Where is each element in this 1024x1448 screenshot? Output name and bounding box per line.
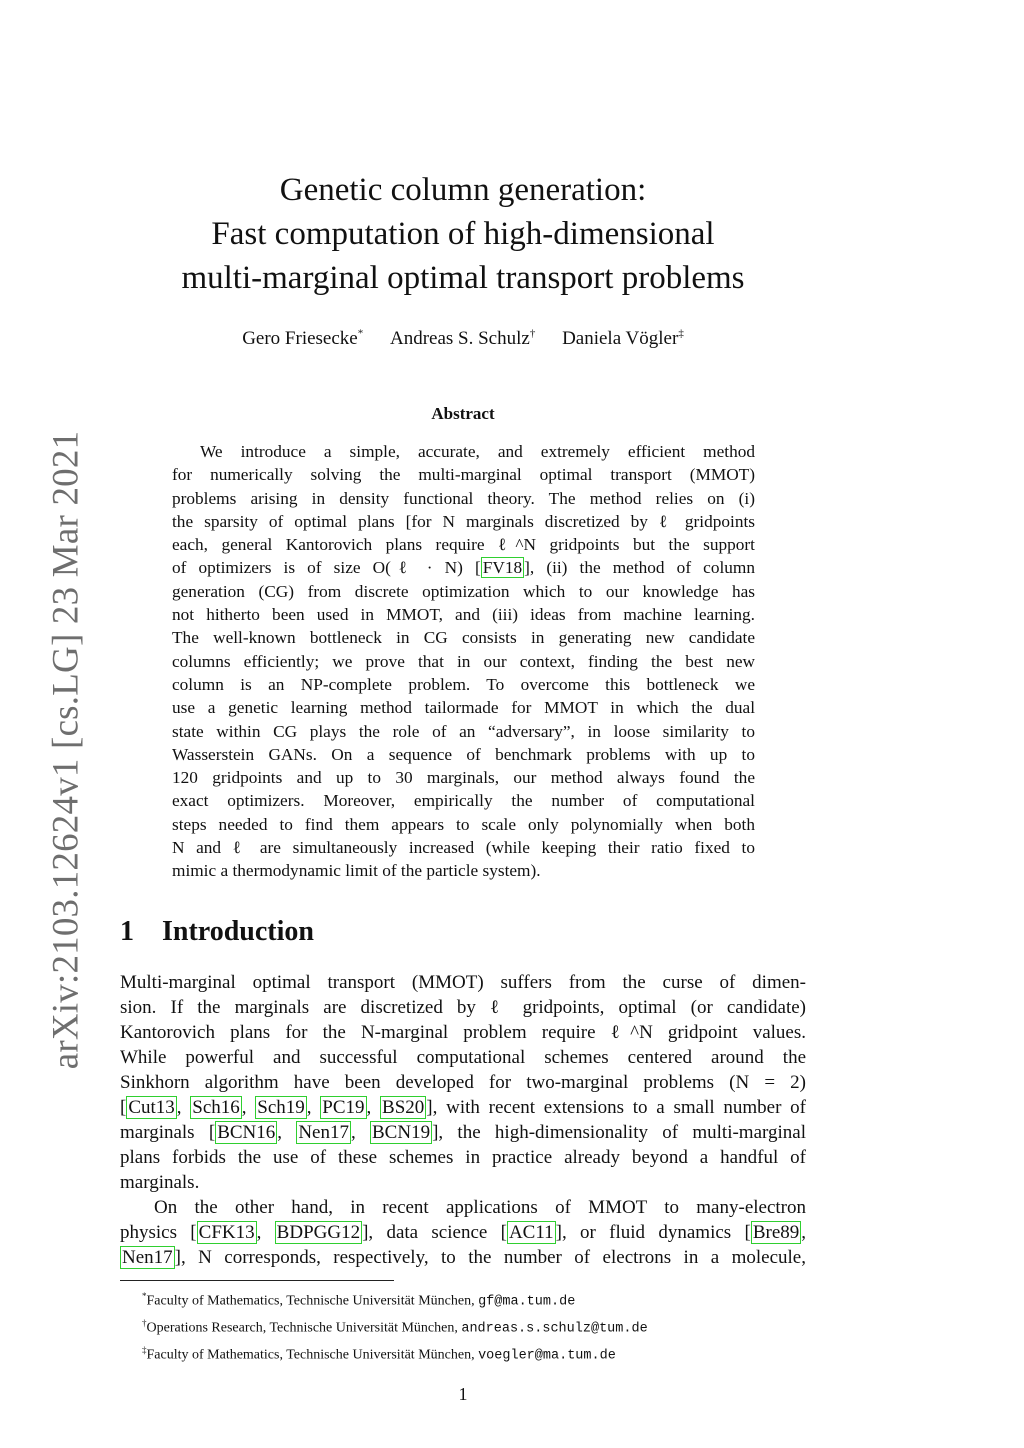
text-line: N and ℓ are simultaneously increased (while keeping their ratio fixed to [172, 838, 755, 858]
citation-link[interactable]: Nen17 [298, 1122, 349, 1143]
text-line: sion. If the marginals are discretized by ℓ gridpoints, optimal (or candidate) [120, 997, 806, 1018]
text-line: 120 gridpoints and up to 30 marginals, our method always found the [172, 768, 755, 788]
text-line: Sinkhorn algorithm have been developed for two-marginal problems (N = 2) [120, 1072, 806, 1093]
citation-link[interactable]: Sch16 [192, 1097, 240, 1118]
text-line: steps needed to find them appears to scale only polynomially when both [172, 814, 755, 834]
title-line: Genetic column generation: [279, 172, 647, 208]
text-line: While powerful and successful computational schemes centered around the [120, 1047, 806, 1068]
footnote [142, 1286, 648, 1313]
text-line: [ Cut13 , Sch16 , Sch19 , PC19 , BS20 ], with recent extensions to a small number of [120, 1097, 806, 1118]
section-heading [120, 916, 314, 948]
footnote-mark: * [357, 328, 364, 340]
author-list [120, 328, 806, 350]
author-name: Gero Friesecke [242, 328, 358, 350]
footnote-mark: † [529, 328, 536, 340]
footnote-rule [120, 1280, 394, 1281]
footnote-mark: ‡ [142, 1345, 147, 1356]
author [390, 328, 535, 349]
title-line: multi-marginal optimal transport problems [181, 260, 745, 296]
author-name: Daniela Vögler [562, 328, 679, 350]
citation-link[interactable]: Bre89 [752, 1222, 800, 1243]
footnote-mark: ‡ [678, 328, 684, 340]
text-line: each, general Kantorovich plans require ℓ^N gridpoints but the support [172, 535, 755, 555]
text-line: Kantorovich plans for the N-marginal problem require ℓ^N gridpoint values. [120, 1022, 806, 1043]
email-link[interactable]: gf@ma.tum.de [478, 1294, 576, 1310]
page-number: 1 [458, 1384, 468, 1404]
text-line: mimic a thermodynamic limit of the particle system). [172, 861, 541, 881]
citation-link[interactable]: AC11 [508, 1222, 554, 1243]
footnote-text: Operations Research, Technische Universität München, [146, 1320, 462, 1336]
text-line: for numerically solving the multi-marginal optimal transport (MMOT) [172, 465, 755, 485]
text-line: physics [ CFK13 , BDPGG12 ], data science [ AC11 ], or fluid dynamics [ Bre89 , [120, 1222, 807, 1243]
text-line: not hitherto been used in MMOT, and (iii) ideas from machine learning. [172, 605, 755, 625]
citation-link[interactable]: PC19 [322, 1097, 365, 1118]
footnote [142, 1340, 648, 1367]
text-line: The well-known bottleneck in CG consists in generating new candidate [172, 628, 755, 648]
citation-link[interactable]: BDPGG12 [276, 1222, 361, 1243]
text-line: column is an NP-complete problem. To overcome this bottleneck we [172, 674, 755, 694]
author-name: Andreas S. Schulz [389, 328, 530, 350]
email-link[interactable]: andreas.s.schulz@tum.de [461, 1321, 648, 1337]
section-title: Introduction [162, 916, 314, 947]
text-line: On the other hand, in recent applications of MMOT to many-electron [154, 1197, 806, 1218]
text-line: plans forbids the use of these schemes in practice already beyond a handful of [120, 1147, 806, 1168]
email-link[interactable]: voegler@ma.tum.de [478, 1348, 616, 1364]
title-line: Fast computation of high-dimensional [211, 216, 715, 252]
text-line: problems arising in density functional theory. The method relies on (i) [172, 488, 755, 508]
text-line: Wasserstein GANs. On a sequence of benchmark problems with up to [172, 744, 755, 764]
citation-link[interactable]: BCN16 [217, 1122, 276, 1143]
text-line: use a genetic learning method tailormade for MMOT in which the dual [172, 698, 755, 718]
paper-title [120, 168, 806, 300]
citation-link[interactable]: CFK13 [198, 1222, 255, 1243]
footnote-mark: * [142, 1291, 147, 1301]
footnote-text: Faculty of Mathematics, Technische Universität München, [146, 1293, 479, 1309]
text-line: of optimizers is of size O(ℓ · N) [ FV18 ], (ii) the method of column [172, 558, 756, 578]
text-line: marginals. [120, 1172, 200, 1193]
text-line: exact optimizers. Moreover, empirically the number of computational [172, 791, 755, 811]
author [242, 328, 363, 349]
citation-link[interactable]: FV18 [482, 558, 523, 578]
text-line: Multi-marginal optimal transport (MMOT) suffers from the curse of dimen- [120, 972, 806, 993]
footnote-text: Faculty of Mathematics, Technische Universität München, [146, 1347, 479, 1363]
section-number: 1 [120, 916, 134, 947]
text-line: marginals [ BCN16 , Nen17 , BCN19 ], the high-dimensionality of multi-marginal [120, 1122, 806, 1143]
text-line: We introduce a simple, accurate, and extremely efficient method [200, 442, 755, 461]
citation-link[interactable]: Sch19 [257, 1097, 305, 1118]
footnote [142, 1313, 648, 1340]
introduction-body [120, 970, 806, 1270]
text-line: the sparsity of optimal plans [for N marginals discretized by ℓ gridpoints [172, 511, 755, 531]
footnotes [142, 1286, 648, 1367]
citation-link[interactable]: Nen17 [122, 1247, 173, 1268]
footnote-mark: † [142, 1318, 147, 1329]
text-line: generation (CG) from discrete optimization which to our knowledge has [172, 581, 755, 601]
text-line: Nen17 ], N corresponds, respectively, to the number of electrons in a molecule, [122, 1247, 806, 1268]
citation-link[interactable]: Cut13 [128, 1097, 175, 1118]
citation-link[interactable]: BS20 [382, 1097, 425, 1118]
citation-link[interactable]: BCN19 [372, 1122, 431, 1143]
abstract-heading: Abstract [431, 404, 495, 423]
text-line: state within CG plays the role of an “adversary”, in loose similarity to [172, 721, 755, 741]
abstract-body [172, 440, 755, 883]
text-line: columns efficiently; we prove that in our context, finding the best new [172, 651, 755, 671]
author [562, 328, 684, 349]
arxiv-identifier: arXiv:2103.12624v1 [cs.LG] 23 Mar 2021 [45, 430, 87, 1070]
